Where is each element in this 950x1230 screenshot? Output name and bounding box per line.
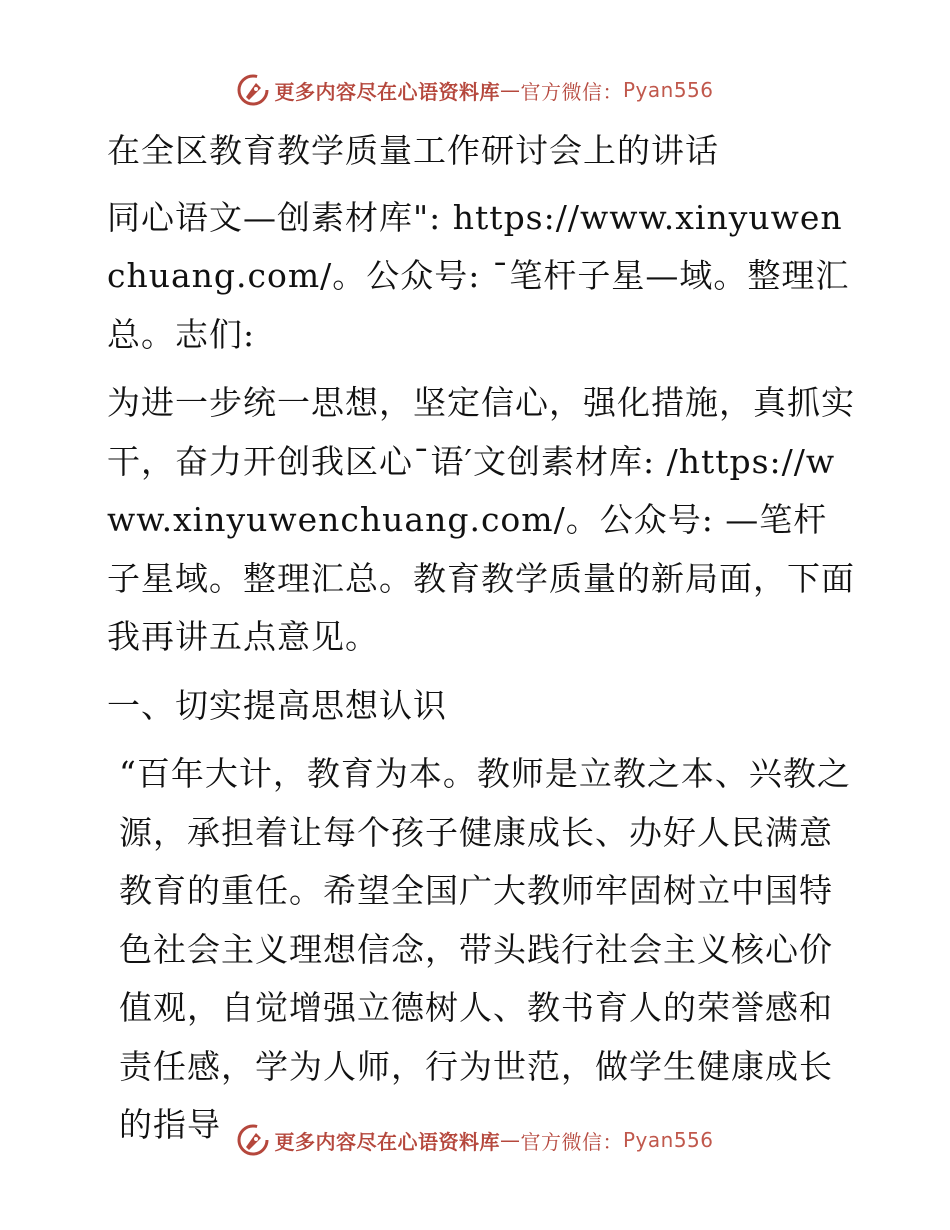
pen-nib-logo-icon (236, 73, 270, 107)
watermark-wechat-id: Pyan556 (622, 78, 714, 102)
document-title: 在全区教育教学质量工作研讨会上的讲话 (107, 131, 719, 170)
footer-watermark (0, 1120, 950, 1160)
watermark-wechat-id: Pyan556 (622, 1128, 714, 1152)
watermark-main-text: 更多内容尽在心语资料库 (274, 1129, 500, 1154)
watermark-dash: — (499, 1128, 521, 1152)
paragraph-1: 同心语文—创素材库": https://www.xinyuwenchuang.com/。公众号: ¯笔杆子星—域。整理汇总。志们: (107, 197, 850, 354)
header-watermark (0, 70, 950, 110)
watermark-official-label: 官方微信： (520, 79, 623, 104)
section-heading-1: 一、切实提高思想认识 (107, 685, 447, 725)
document-body (97, 122, 857, 1155)
watermark-main-text: 更多内容尽在心语资料库 (274, 79, 500, 104)
paragraph-3: “百年大计，教育为本。教师是立教之本、兴教之源，承担着让每个孩子健康成长、办好人民满意教育的重任。希望全国广大教师牢固树立中国特色社会主义理想信念，带头践行社会主义核心价值观，自觉增强立德树人、教书育人的荣誉感和责任感，学为人师，行为世范，做学生健康成长的指导 (119, 754, 851, 1144)
pen-nib-logo-icon (236, 1123, 270, 1157)
paragraph-2: 为进一步统一思想，坚定信心，强化措施，真抓实干，奋力开创我区心¯语′文创素材库: /https://www.xinyuwenchuang.com/。公众号: —笔杆子星域。整理汇总。教育教学质量的新局面，下面我再讲五点意见。 (107, 383, 855, 656)
watermark-dash: — (499, 78, 521, 102)
watermark-official-label: 官方微信： (520, 1129, 623, 1154)
